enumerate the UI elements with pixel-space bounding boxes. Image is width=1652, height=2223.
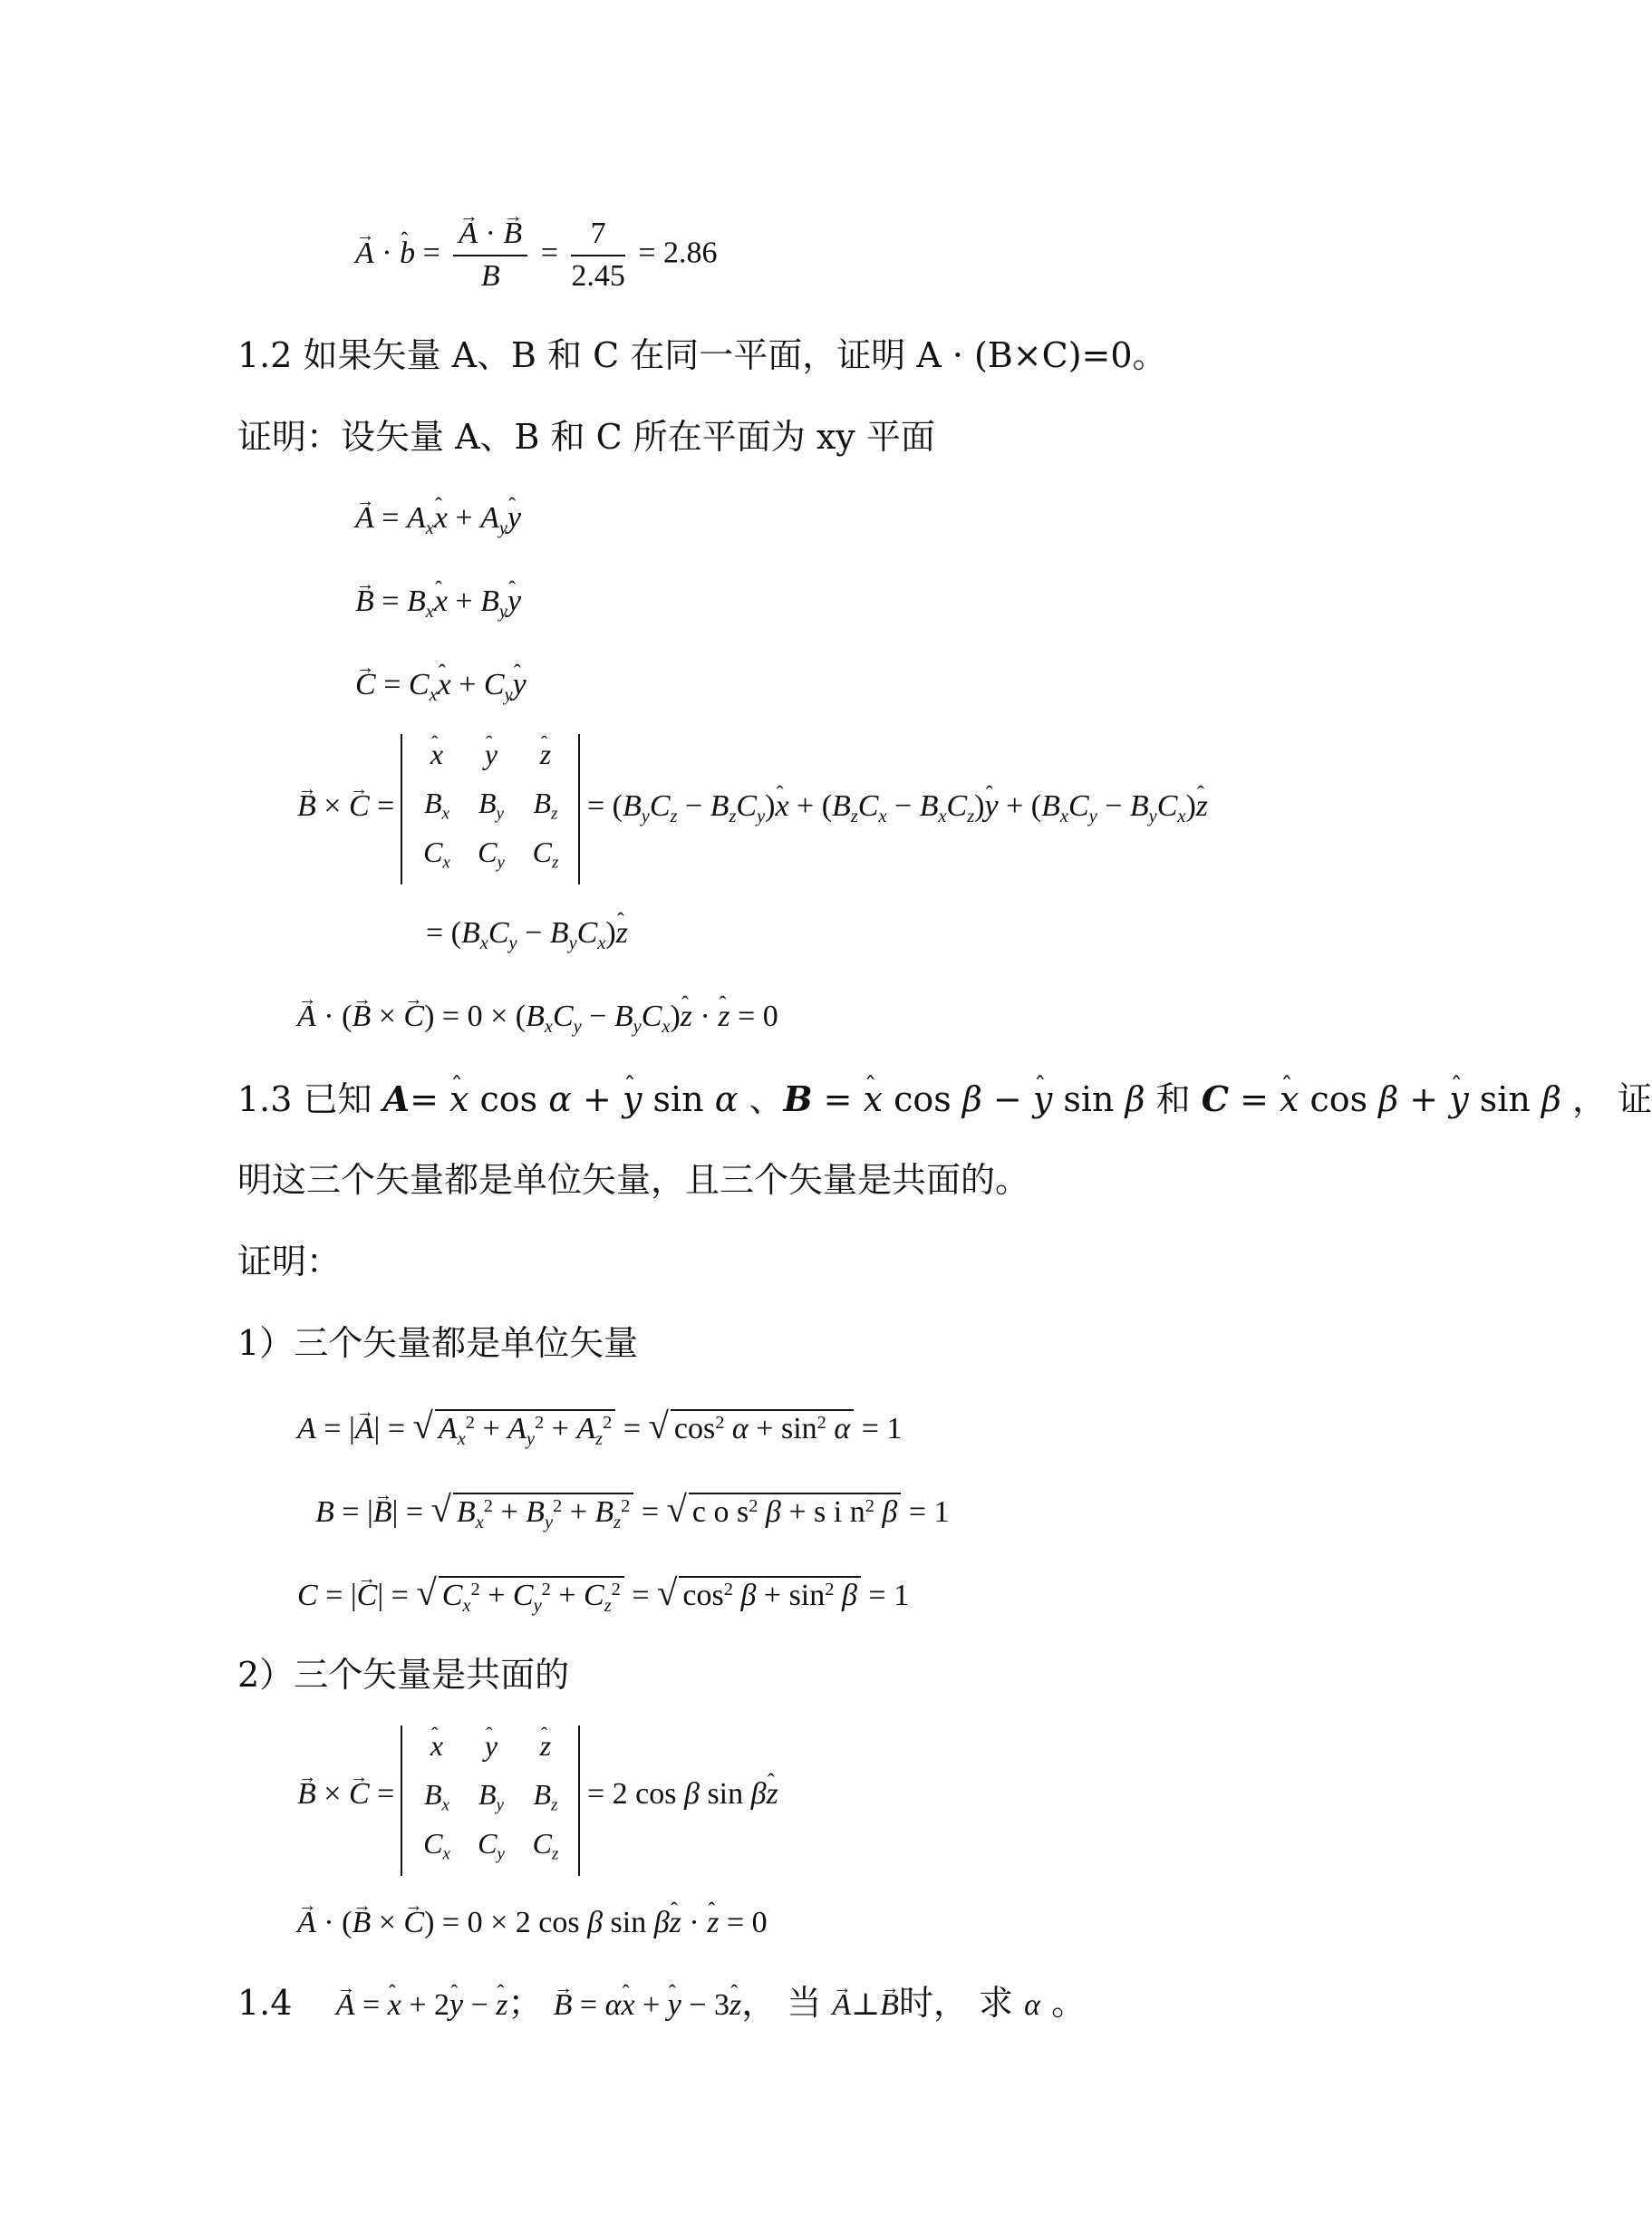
eq-projection-result: = 2.86 [638, 236, 718, 270]
eq-cross-rhs-1: = ($B_yC_z$ − $B_zC_y)ˆ$ $x + (B_zC_x$ − $B_xC_z)ˆ$ $y + (B_xC_y$ − $B_yC_x)ˆ$ z [587, 788, 1208, 828]
eq-vector-C: → $C = C_xˆ$ $x + C_yˆ$ y [355, 667, 527, 707]
fraction-7-over-2-45: $\frac{7}{2.45}$ [571, 217, 625, 293]
fraction-dot-over-B: → $\frac{A \cdot \to B}{B}$ [453, 216, 527, 295]
problem-1-4-title: 1.4 → A = ˆ x + 2ˆ y − ˆ z； → B = αˆ x + ˆ y − 3ˆ z， 当 → A⊥→ B时， 求 α 。 [237, 1983, 1086, 2025]
eq-projection: → A · ˆ b = → $\frac{A \cdot \to B}{B}$ = $\frac{7}{2.45}$ = 2.86 [355, 216, 718, 295]
eq-cross-rhs-2: = 2 cos β sin βˆ z [587, 1776, 778, 1813]
eq-vector-A: → $A = A_xˆ$ $x + A_yˆ$ y [355, 500, 521, 540]
eq-cross-lhs-1: → B × → C = [297, 788, 394, 826]
problem-1-3-title-line1: 1.3 已知 A= ˆ x cos α + ˆ y sin α 、B = ˆ x cos β − ˆ y sin β 和 C = ˆ x cos β + ˆ y sin β ， 证 [237, 1078, 1652, 1121]
problem-1-3-title-line2: 明这三个矢量都是单位矢量，且三个矢量是共面的。 [237, 1160, 1030, 1200]
eq-triple-2: → A · (→ B × → C) = 0 × 2 cos β sin βˆ z · ˆ z = 0 [297, 1905, 768, 1942]
problem-1-3-part2: 2）三个矢量是共面的 [237, 1655, 570, 1695]
eq-magnitude-B: B = |→ B| = √ $B_x^2 + B_y^2 + B_z^2$ = √ c o $s^2$ β + s i $n^2$ β = 1 [315, 1488, 950, 1534]
eq-magnitude-C: C = |→ C| = √ $C_x^2 + C_y^2 + C_z^2$ = √ $\cos^2 \beta + \sin^2 \beta = 1$ [297, 1571, 909, 1618]
determinant-2: ˆ x ˆ y ˆ z $B_x$ $B_y$ $B_z$ $C_x$ $C_y$ $C_z$ [401, 1725, 580, 1876]
eq-triple-1: → A · (→ B × → $C) = 0 \times (B_xC_y$ − $B_yC_x)ˆ$ z · ˆ z = 0 [297, 999, 778, 1039]
eq-vector-B: → $B = B_xˆ$ $x + B_yˆ$ y [355, 584, 521, 623]
problem-1-2-title: 1.2 如果矢量 A、B 和 C 在同一平面，证明 A · (B×C)=0。 [237, 335, 1167, 375]
problem-1-3-part1: 1）三个矢量都是单位矢量 [237, 1323, 639, 1363]
problem-1-2-proof: 证明：设矢量 A、B 和 C 所在平面为 xy 平面 [237, 417, 935, 457]
determinant-1: ˆ x ˆ y ˆ z $B_x$ $B_y$ $B_z$ $C_x$ $C_y$ $C_z$ [401, 734, 580, 884]
eq-cross-lhs-2: → B × → C = [297, 1776, 394, 1813]
eq-magnitude-A: A = |→ A| = √ $A_x^2 + A_y^2 + A_z^2$ = √ $\cos^2 \alpha + \sin^2 \alpha = 1$ [297, 1405, 902, 1451]
eq-cross-reduced: = ($B_xC_y$ − $B_yC_x)ˆ$ z [426, 915, 628, 955]
problem-1-3-proof: 证明： [237, 1242, 342, 1281]
